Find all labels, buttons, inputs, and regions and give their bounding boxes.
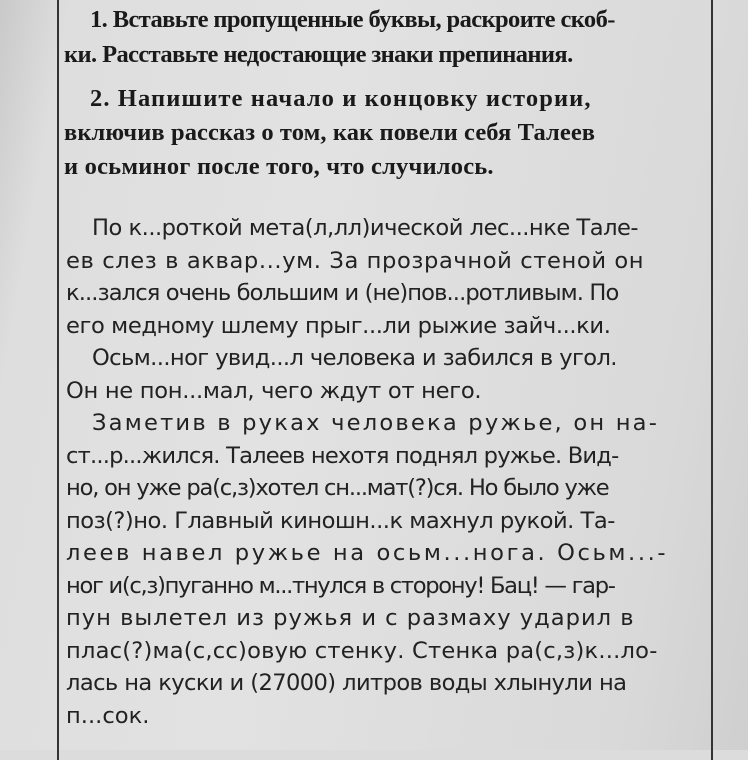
text-line: ст...р...жился. Талеев нехотя поднял ружье. Вид- (66, 442, 619, 469)
text-line: Заметив в руках человека ружье, он на- (92, 410, 660, 436)
text-line: но, он уже ра(с,з)хотел сн...мат(?)ся. Но было уже (66, 475, 609, 501)
text-line: его медному шлему прыг...ли рыжие зайч...ки. (66, 312, 611, 339)
text-line: лась на куски и (27000) литров воды хлынули на (66, 670, 627, 696)
task-2 (64, 82, 710, 184)
text-line: плас(?)ма(с,сс)овую стенку. Стенка ра(с,з)к...ло- (66, 637, 658, 664)
text-line: п...сок. (66, 702, 150, 729)
text-line: Осьм...ног увид...л человека и забился в угол. (92, 345, 617, 371)
text-line: ног и(с,з)пуганно м...тнулся в сторону! Бац! — гар- (66, 572, 615, 599)
text-line: По к...роткой мета(л,лл)ической лес...нке Тале- (92, 215, 639, 241)
task-1-line: 1. Вставьте пропущенные буквы, раскроите скоб- (90, 6, 615, 33)
text-line: ев слез в аквар...ум. За прозрачной стеной он (66, 247, 645, 274)
text-line: леев навел ружье на осьм...нога. Осьм...- (66, 540, 669, 566)
task-1-line: ки. Расставьте недостающие знаки препинания. (64, 41, 573, 68)
text-line: к...зался очень большим и (не)пов...ротливым. По (66, 280, 619, 306)
exercise-text (66, 212, 710, 732)
text-line: поз(?)но. Главный киношн...к махнул рукой. Та- (66, 507, 615, 534)
task-2-line: 2. Напишите начало и концовку истории, (90, 85, 592, 112)
text-line: пун вылетел из ружья и с размаху ударил в (66, 605, 635, 631)
task-1 (64, 2, 710, 72)
task-2-line: и осьминог после того, что случилось. (64, 153, 494, 180)
text-line: Он не пон...мал, чего ждут от него. (66, 377, 482, 404)
task-2-line: включив рассказ о том, как повели себя Талеев (64, 119, 596, 146)
